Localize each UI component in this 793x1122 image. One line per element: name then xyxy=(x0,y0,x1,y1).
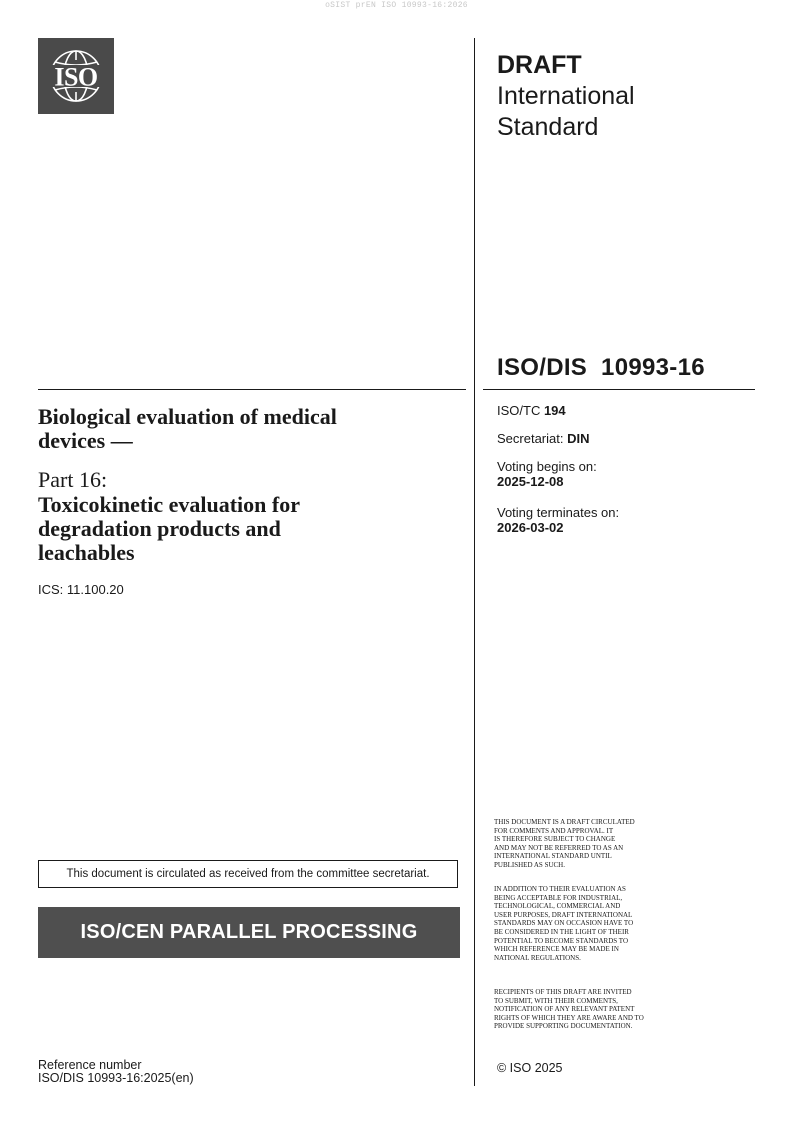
part-title-line: degradation products and xyxy=(38,516,281,541)
secretariat-value: DIN xyxy=(567,431,590,446)
part-title xyxy=(38,493,458,565)
voting-terminates-label: Voting terminates on: xyxy=(497,505,620,520)
reference-label: Reference number xyxy=(38,1058,142,1072)
disclaimer-paragraph-3 xyxy=(494,988,714,1031)
disclaimer-line: RECIPIENTS OF THIS DRAFT ARE INVITED xyxy=(494,988,632,996)
disclaimer-line: FOR COMMENTS AND APPROVAL. IT xyxy=(494,826,614,835)
disclaimer-line: PUBLISHED AS SUCH. xyxy=(494,860,565,869)
copyright: © ISO 2025 xyxy=(497,1061,563,1075)
vertical-divider xyxy=(474,38,475,1086)
standard-number: ISO/DIS 10993-16 xyxy=(497,354,705,381)
disclaimer-line: WHICH REFERENCE MAY BE MADE IN xyxy=(494,945,619,954)
logo-text: ISO xyxy=(54,62,98,92)
main-title xyxy=(38,405,458,453)
parallel-processing-banner: ISO/CEN PARALLEL PROCESSING xyxy=(38,907,460,958)
disclaimer-line: NOTIFICATION OF ANY RELEVANT PATENT xyxy=(494,1005,635,1014)
iso-globe-logo-icon xyxy=(38,38,114,114)
reference-value: ISO/DIS 10993-16:2025(en) xyxy=(38,1071,194,1085)
disclaimer-line: INTERNATIONAL STANDARD UNTIL xyxy=(494,852,612,861)
technical-committee xyxy=(497,403,566,418)
disclaimer-line: STANDARDS MAY ON OCCASION HAVE TO xyxy=(494,919,634,928)
international-label: International xyxy=(497,82,635,110)
secretariat xyxy=(497,431,589,446)
draft-label: DRAFT xyxy=(497,51,582,79)
voting-terminates xyxy=(497,505,619,535)
disclaimer-line: RIGHTS OF WHICH THEY ARE AWARE AND TO xyxy=(494,1013,644,1022)
watermark: oSIST prEN ISO 10993-16:2026 xyxy=(325,1,468,10)
part-label: Part 16: xyxy=(38,467,108,492)
disclaimer-paragraph-2 xyxy=(494,885,714,962)
horizontal-divider-right xyxy=(483,389,755,390)
disclaimer-line: POTENTIAL TO BECOME STANDARDS TO xyxy=(494,936,629,945)
disclaimer-line: PROVIDE SUPPORTING DOCUMENTATION. xyxy=(494,1022,633,1031)
disclaimer-line: IN ADDITION TO THEIR EVALUATION AS xyxy=(494,885,626,893)
document-type-heading xyxy=(497,50,757,143)
main-title-line: devices — xyxy=(38,428,133,453)
tc-label: ISO/TC xyxy=(497,403,544,418)
voting-begins-label: Voting begins on: xyxy=(497,459,597,474)
disclaimer-line: THIS DOCUMENT IS A DRAFT CIRCULATED xyxy=(494,818,635,826)
disclaimer-line: BE CONSIDERED IN THE LIGHT OF THEIR xyxy=(494,927,629,936)
disclaimer-line: USER PURPOSES, DRAFT INTERNATIONAL xyxy=(494,910,633,919)
disclaimer-line: TO SUBMIT, WITH THEIR COMMENTS, xyxy=(494,996,618,1005)
disclaimer-line: IS THEREFORE SUBJECT TO CHANGE xyxy=(494,835,616,844)
disclaimer-line: AND MAY NOT BE REFERRED TO AS AN xyxy=(494,843,624,852)
voting-begins xyxy=(497,459,597,489)
iso-logo xyxy=(38,38,114,114)
disclaimer-line: BEING ACCEPTABLE FOR INDUSTRIAL, xyxy=(494,893,623,902)
disclaimer-line: TECHNOLOGICAL, COMMERCIAL AND xyxy=(494,902,621,911)
ics-code: ICS: 11.100.20 xyxy=(38,582,124,597)
circulated-notice: This document is circulated as received from the committee secretariat. xyxy=(38,860,458,888)
secretariat-label: Secretariat: xyxy=(497,431,568,446)
disclaimer-line: NATIONAL REGULATIONS. xyxy=(494,953,581,962)
part-title-line: leachables xyxy=(38,540,135,565)
standard-label: Standard xyxy=(497,113,599,141)
tc-value: 194 xyxy=(543,403,566,418)
voting-terminates-date: 2026-03-02 xyxy=(497,520,564,535)
horizontal-divider-left xyxy=(38,389,466,390)
part-title-line: Toxicokinetic evaluation for xyxy=(38,492,300,517)
voting-begins-date: 2025-12-08 xyxy=(497,474,564,489)
main-title-line: Biological evaluation of medical xyxy=(38,404,337,429)
disclaimer-paragraph-1 xyxy=(494,818,714,870)
reference-number xyxy=(38,1059,194,1085)
